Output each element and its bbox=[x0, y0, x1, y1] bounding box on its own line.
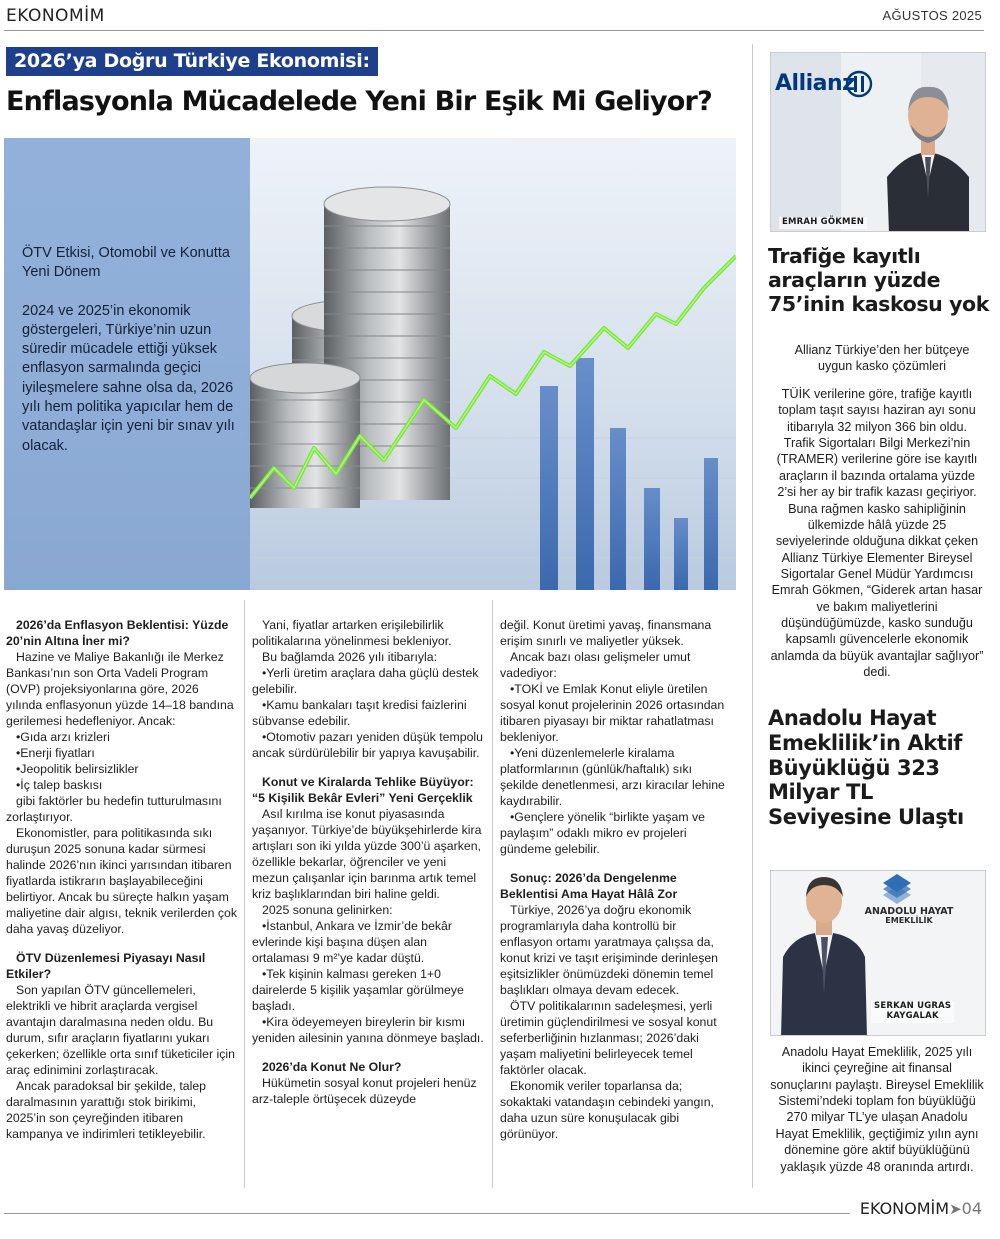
bullet-item: •Gıda arzı krizleri bbox=[16, 729, 110, 744]
column-divider bbox=[492, 600, 493, 1188]
bullet-item: •Yeni düzenlemelerle kiralama platformlarının (günlük/haftalık) sıkı şekilde denetlenmesi, arzı kiracılar lehine kaydırabilir. bbox=[500, 745, 725, 808]
logo-line: ANADOLU HAYAT bbox=[864, 906, 954, 917]
column-divider bbox=[244, 600, 245, 1188]
article-column-1 bbox=[6, 618, 238, 1143]
hero-text-panel bbox=[4, 138, 250, 590]
paragraph: Ekonomistler, para politikasında sıkı duruşun 2025 sonuna kadar sürmesi halinde 2026’nın ikinci yarısından itibaren fiyatlarda istikrarın başlayabileceğini belirtiyor. Ancak bu süreçte halkın yaşam maliyetine dair algısı, teknik verilerden çok daha yavaş düzeliyor. bbox=[6, 825, 238, 936]
paragraph: Hazine ve Maliye Bakanlığı ile Merkez Bankası’nın son Orta Vadeli Program (OVP) projeksiyonlarına göre, 2026 yılında enflasyonun yüzde 14–18 bandına gerilemesi hedefleniyor. Ancak: bbox=[6, 649, 234, 728]
caption-line: SERKAN UGRAS bbox=[874, 1001, 952, 1011]
caption-line: KAYGALAK bbox=[886, 1010, 939, 1021]
sidebar-headline: Anadolu Hayat Emeklilik’in Aktif Büyüklüğü 323 Milyar TL Seviyesine Ulaştı bbox=[768, 706, 964, 830]
footer-divider bbox=[4, 1213, 850, 1214]
portrait-photo-emrah-gokmen bbox=[770, 52, 986, 232]
bullet-item: •Gençlere yönelik “birlikte yaşam ve paylaşım” odaklı mikro ev projeleri gündeme gelebilir. bbox=[500, 809, 705, 856]
portrait-photo-serkan-ugras-kaygalak bbox=[770, 870, 986, 1036]
issue-date: AĞUSTOS 2025 bbox=[882, 8, 982, 23]
bullet-item: •Jeopolitik belirsizlikler bbox=[16, 761, 139, 776]
subheading: 2026’da Konut Ne Olur? bbox=[262, 1059, 402, 1074]
bullet-item: •Enerji fiyatları bbox=[16, 745, 95, 760]
photo-caption bbox=[871, 1001, 954, 1023]
photo-caption: EMRAH GÖKMEN bbox=[779, 217, 867, 229]
article-column-2 bbox=[252, 618, 484, 1108]
paragraph: Türkiye, 2026’ya doğru ekonomik programlarıyla daha kontrollü bir enflasyon ortamı yaratmaya çalışsa da, konut krizi ve taşıt erişiminde derinleşen eşitsizlikler önümüzdeki dönemin temel başlıkları olmaya devam edecek. bbox=[500, 902, 719, 997]
sidebar-headline: Trafiğe kayıtlı araçların yüzde 75’inin kaskosu yok bbox=[768, 244, 989, 317]
paragraph: Ekonomik veriler toparlansa da; sokaktaki vatandaşın cebindeki yangın, daha uzun süre konuşulacak gibi görünüyor. bbox=[500, 1078, 714, 1141]
bullet-item: •Kira ödeyemeyen bireylerin bir kısmı yeniden ailesinin yanına dönmeye başladı. bbox=[252, 1014, 484, 1045]
page-number: 04 bbox=[961, 1199, 982, 1218]
paragraph: gibi faktörler bu hedefin tutturulmasını zorlaştırıyor. bbox=[6, 793, 222, 824]
paragraph: Bu bağlamda 2026 yılı itibarıyla: bbox=[262, 649, 437, 664]
section-label: EKONOMİM bbox=[6, 6, 105, 26]
bullet-item: •İstanbul, Ankara ve İzmir’de bekâr evlerinde kişi başına düşen alan ortalaması 9 m²’ye kadar düştü. bbox=[252, 918, 452, 965]
bullet-item: •Kamu bankaları taşıt kredisi faizlerini sübvanse edebilir. bbox=[252, 697, 467, 728]
paragraph: Asıl kırılma ise konut piyasasında yaşanıyor. Türkiye’de büyükşehirlerde kira artışları son iki yılda yüzde 300’ü aşarken, özellikle bekarlar, öğrenciler ve yeni mezun çalışanlar için barınma artık temel kriz başlıklarından biri haline geldi. bbox=[252, 806, 482, 901]
bullet-item: •TOKİ ve Emlak Konut eliyle üretilen sosyal konut projelerinin 2026 ortasından itibaren piyasayı bir miktar rahatlatması bekleniyor. bbox=[500, 681, 725, 744]
allianz-logo: Allianz bbox=[775, 71, 855, 96]
subheading: Konut ve Kiralarda Tehlike Büyüyor: “5 Kişilik Bekâr Evleri” Yeni Gerçeklik bbox=[252, 774, 474, 805]
bullet-item: •Tek kişinin kalması gereken 1+0 dairelerde 5 kişilik yaşamlar görülmeye başladı. bbox=[252, 966, 464, 1013]
coin-stack-front bbox=[250, 363, 360, 508]
anadolu-hayat-logo bbox=[851, 907, 967, 926]
paragraph: Son yapılan ÖTV güncellemeleri, elektrikli ve hibrit araçlarda vergisel avantajın daralmasına neden oldu. Bu durum, sıfır araçların fiyatlarını yukarı çekerken; özellikle orta sınıf tüketiciler için araç edinimini zorlaştıracak. bbox=[6, 982, 235, 1077]
footer-section: EKONOMİM bbox=[859, 1199, 950, 1218]
article-headline: Enflasyonla Mücadelede Yeni Bir Eşik Mi Geliyor? bbox=[6, 86, 712, 117]
logo-line: EMEKLİLİK bbox=[885, 916, 933, 926]
page-footer bbox=[860, 1199, 982, 1218]
header-divider bbox=[4, 30, 984, 31]
column-divider bbox=[752, 44, 753, 1188]
subheading: ÖTV Düzenlemesi Piyasayı Nasıl Etkiler? bbox=[6, 950, 206, 981]
sidebar-lead: Allianz Türkiye’den her bütçeye uygun kasko çözümleri bbox=[794, 343, 970, 374]
sidebar-body: TÜİK verilerine göre, trafiğe kayıtlı toplam taşıt sayısı haziran ayı sonu itibarıyla 32 milyon 366 bin oldu. Trafik Sigortaları Bilgi Merkezi’nin (TRAMER) verilerine göre ise kayıtlı araçların il bazında ortalama yüzde 2’si her ay bir trafik kazası geçiriyor. Buna rağmen kasko sahipliğinin ülkemizde hâlâ yüzde 25 seviyelerinde olduğuna dikkat çeken Allianz Türkiye Elementer Bireysel Sigortalar Genel Müdür Yardımcısı Emrah Gökmen, “Giderek artan hasar ve bakım maliyetlerini düşündüğümüzde, kasko sunduğu kapsamlı güvencelerle ekonomik anlamda da büyük avantajlar sağlıyor” dedi. bbox=[770, 387, 984, 680]
chevron-right-icon: ➤ bbox=[949, 1200, 962, 1218]
paragraph: Ancak bazı olası gelişmeler umut vadediyor: bbox=[500, 649, 691, 680]
bullet-item: •Otomotiv pazarı yeniden düşük tempolu ancak sürdürülebilir bir yapıya kavuşabilir. bbox=[252, 729, 483, 760]
paragraph: Hükümetin sosyal konut projeleri henüz arz-taleple örtüşecek düzeyde bbox=[252, 1075, 477, 1106]
hero-subtitle: ÖTV Etkisi, Otomobil ve Konutta Yeni Dönem bbox=[22, 245, 230, 281]
bullet-item: •İç talep baskısı bbox=[16, 777, 103, 792]
hero-image bbox=[4, 138, 736, 590]
paragraph: değil. Konut üretimi yavaş, finansmana erişim sınırlı ve maliyetler yüksek. bbox=[500, 618, 712, 648]
subheading: 2026’da Enflasyon Beklentisi: Yüzde 20’nin Altına İner mi? bbox=[6, 618, 229, 648]
sidebar-body: Anadolu Hayat Emeklilik, 2025 yılı ikinci çeyreğine ait finansal sonuçlarını paylaştı. Bireysel Emeklilik Sistemi’ndeki toplam fon büyüklüğü 270 milyar TL’ye ulaşan Anadolu Hayat Emeklilik, geçtiğimiz yılın aynı dönemine göre aktif büyüklüğünü yaklaşık yüzde 48 oranında artırdı. bbox=[770, 1045, 984, 1174]
paragraph: Yani, fiyatlar artarken erişilebilirlik politikalarına yönelinmesi bekleniyor. bbox=[252, 618, 452, 648]
article-kicker: 2026’ya Doğru Türkiye Ekonomisi: bbox=[6, 47, 378, 76]
paragraph: 2025 sonuna gelinirken: bbox=[262, 902, 393, 917]
paragraph: Ancak paradoksal bir şekilde, talep daralmasının yarattığı stok birikimi, 2025’in son çeyreğinden itibaren kampanya ve indirimleri tetikleyebilir. bbox=[6, 1078, 207, 1141]
bullet-item: •Yerli üretim araçlara daha güçlü destek gelebilir. bbox=[252, 665, 479, 696]
article-column-3 bbox=[500, 618, 732, 1143]
subheading: Sonuç: 2026’da Dengelenme Beklentisi Ama Hayat Hâlâ Zor bbox=[500, 870, 678, 901]
paragraph: ÖTV politikalarının sadeleşmesi, yerli üretimin güçlendirilmesi ve sosyal konut seferberliğinin hızlanması; 2026’daki yaşam maliyetini belirleyecek temel faktörler olacak. bbox=[500, 998, 717, 1077]
hero-intro: 2024 ve 2025’in ekonomik göstergeleri, Türkiye’nin uzun süredir mücadele ettiği yüksek enflasyon sarmalında geçici iyileşmelere sahne olsa da, 2026 yılı hem politika yapıcılar hem de vatandaşlar için yeni bir sınav yılı olacak. bbox=[22, 302, 235, 454]
